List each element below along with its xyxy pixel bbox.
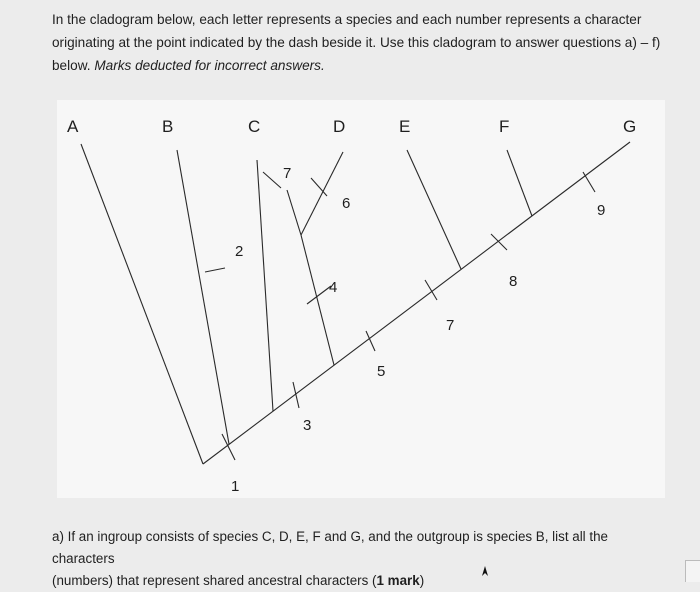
- question-a-line-2-end: ): [419, 573, 425, 588]
- cladogram-panel: [57, 100, 665, 498]
- species-label-d: D: [333, 117, 346, 136]
- character-label-6: 6: [342, 195, 351, 212]
- character-label-9: 9: [597, 202, 606, 219]
- character-label-5: 5: [377, 363, 386, 380]
- tick-4: [307, 286, 331, 304]
- cladogram-spine: [203, 142, 630, 464]
- marks-deducted-note: Marks deducted for incorrect answers.: [94, 58, 325, 73]
- mouse-cursor-icon: [480, 565, 490, 577]
- species-label-b: B: [162, 117, 174, 136]
- tick-6: [311, 178, 327, 196]
- tick-7b: [425, 280, 437, 300]
- species-label-a: A: [67, 117, 79, 136]
- tick-1: [222, 434, 235, 460]
- instructions-line-3-start: below.: [52, 58, 91, 73]
- character-label-4: 4: [329, 279, 338, 296]
- tick-5: [366, 331, 375, 351]
- branch-b: [177, 150, 229, 444]
- instructions-line-2: originating at the point indicated by the dash beside it. Use this cladogram to answer questions a) – f): [52, 35, 661, 50]
- instructions-line-1: In the cladogram below, each letter represents a species and each number represents a character: [52, 12, 642, 27]
- branch-f: [507, 150, 532, 216]
- tick-9: [583, 172, 595, 192]
- tick-7a: [263, 172, 281, 188]
- branch-cd-stem: [287, 190, 301, 235]
- character-label-1: 1: [231, 478, 240, 495]
- instructions-line-3: [52, 54, 672, 77]
- species-label-e: E: [399, 117, 411, 136]
- question-a-line-2: [52, 570, 672, 592]
- question-a-marks: 1 mark: [376, 573, 420, 588]
- character-label-2: 2: [235, 243, 244, 260]
- branch-d: [301, 235, 334, 365]
- species-label-g: G: [623, 117, 637, 136]
- branch-c: [257, 160, 273, 411]
- question-a-line-2-start: (numbers) that represent shared ancestral characters (: [52, 573, 377, 588]
- page-edge-corner: [685, 560, 700, 582]
- branch-d-upper: [301, 152, 343, 235]
- question-a: [52, 526, 672, 592]
- cladogram-diagram: [57, 100, 665, 498]
- species-label-f: F: [499, 117, 510, 136]
- branch-e: [407, 150, 461, 269]
- character-label-7a: 7: [283, 165, 292, 182]
- question-a-line-1: a) If an ingroup consists of species C, D, E, F and G, and the outgroup is species B, list all the characters: [52, 529, 608, 566]
- character-label-3: 3: [303, 417, 312, 434]
- tick-2: [205, 268, 225, 272]
- character-label-7b: 7: [446, 317, 455, 334]
- instructions-text: [52, 8, 672, 77]
- character-label-8: 8: [509, 273, 518, 290]
- species-label-c: C: [248, 117, 261, 136]
